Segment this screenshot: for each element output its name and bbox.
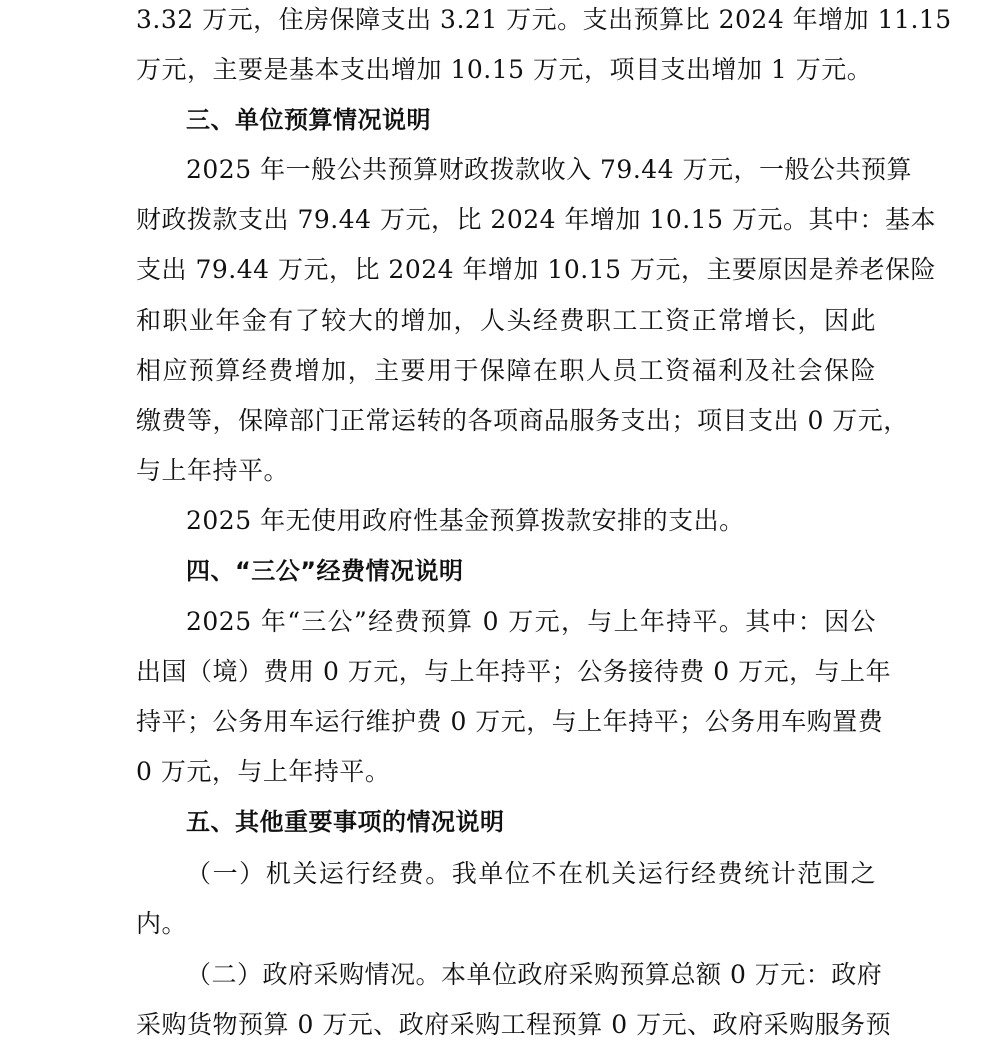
paragraph-line: 内。 [136,909,188,938]
paragraph-line: 采购货物预算 0 万元、政府采购工程预算 0 万元、政府采购服务预 [136,1010,892,1039]
paragraph-line: 万元，主要是基本支出增加 10.15 万元，项目支出增加 1 万元。 [136,55,873,84]
paragraph-line: 缴费等，保障部门正常运转的各项商品服务支出；项目支出 0 万元， [136,406,909,435]
paragraph-line: 出国（境）费用 0 万元，与上年持平；公务接待费 0 万元，与上年 [136,657,892,686]
paragraph-line: 0 万元，与上年持平。 [136,757,391,786]
paragraph-line: 和职业年金有了较大的增加，人头经费职工工资正常增长，因此 [136,306,876,335]
paragraph-line: 2025 年“三公”经费预算 0 万元，与上年持平。其中：因公 [186,607,876,636]
paragraph-line: 财政拨款支出 79.44 万元，比 2024 年增加 10.15 万元。其中：基本 [136,205,936,234]
paragraph-line: 与上年持平。 [136,456,290,485]
section-heading: 五、其他重要事项的情况说明 [186,808,505,836]
paragraph-line: 相应预算经费增加，主要用于保障在职人员工资福利及社会保险 [136,356,876,385]
paragraph-line: 3.32 万元，住房保障支出 3.21 万元。支出预算比 2024 年增加 11.15 [136,5,952,34]
paragraph-line: （二）政府采购情况。本单位政府采购预算总额 0 万元：政府 [186,960,883,989]
section-heading: 四、“三公”经费情况说明 [186,557,464,585]
paragraph-line: 2025 年一般公共预算财政拨款收入 79.44 万元，一般公共预算 [186,155,913,184]
paragraph-line: 支出 79.44 万元，比 2024 年增加 10.15 万元，主要原因是养老保险 [136,255,936,284]
paragraph-line: 持平；公务用车运行维护费 0 万元，与上年持平；公务用车购置费 [136,707,884,736]
section-heading: 三、单位预算情况说明 [186,106,431,134]
paragraph-line: 2025 年无使用政府性基金预算拨款安排的支出。 [186,506,745,535]
paragraph-line: （一）机关运行经费。我单位不在机关运行经费统计范围之 [186,859,876,888]
